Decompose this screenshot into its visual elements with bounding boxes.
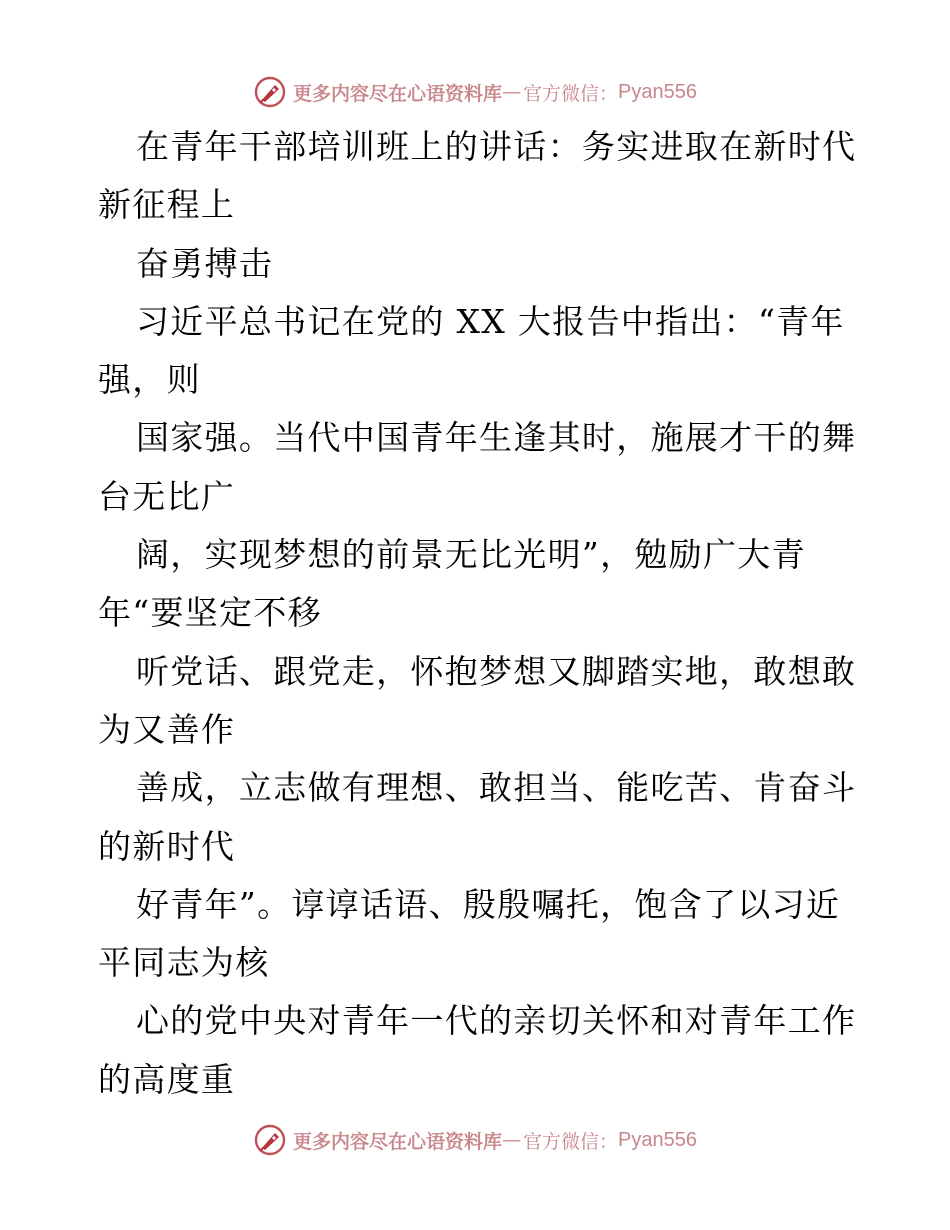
header-banner (0, 72, 950, 112)
pen-nib-logo-icon (253, 75, 287, 109)
banner-brand-text: 更多内容尽在心语资料库 (293, 1130, 503, 1153)
document-body (98, 118, 858, 1109)
text-line: 奋勇搏击 (136, 243, 274, 283)
banner-wechat-id: Pyan556 (618, 1128, 697, 1151)
text-line: 的新时代 (98, 826, 236, 866)
text-line: 好青年”。谆谆话语、殷殷嘱托，饱含了以习近 (136, 884, 841, 924)
text-line: 在青年干部培训班上的讲话：务实进取在新时代 (136, 127, 857, 166)
banner-wechat-label: 官方微信： (523, 1130, 619, 1153)
pen-nib-logo-icon (253, 1123, 287, 1157)
text-line: 习近平总书记在党的 XX 大报告中指出：“青年 (136, 301, 845, 341)
text-line: 的高度重 (98, 1059, 236, 1099)
text-line: 心的党中央对青年一代的亲切关怀和对青年工作 (136, 1001, 857, 1041)
text-line: 平同志为核 (98, 943, 270, 983)
text-line: 强，则 (98, 360, 201, 400)
banner-wechat-id: Pyan556 (618, 80, 697, 103)
text-line: 台无比广 (98, 476, 236, 516)
banner-separator: — (502, 81, 522, 103)
text-line: 新征程上 (98, 185, 236, 225)
banner-brand-text: 更多内容尽在心语资料库 (293, 82, 503, 105)
text-line: 善成，立志做有理想、敢担当、能吃苦、肯奋斗 (136, 768, 857, 808)
text-line: 国家强。当代中国青年生逢其时，施展才干的舞 (136, 418, 857, 458)
text-line: 为又善作 (98, 709, 236, 749)
footer-banner (0, 1120, 950, 1160)
banner-wechat-label: 官方微信： (523, 82, 619, 105)
text-line: 听党话、跟党走，怀抱梦想又脚踏实地，敢想敢 (136, 651, 857, 691)
banner-separator: — (502, 1129, 522, 1151)
text-line: 阔，实现梦想的前景无比光明”，勉励广大青 (136, 535, 806, 575)
text-line: 年“要坚定不移 (98, 593, 322, 633)
